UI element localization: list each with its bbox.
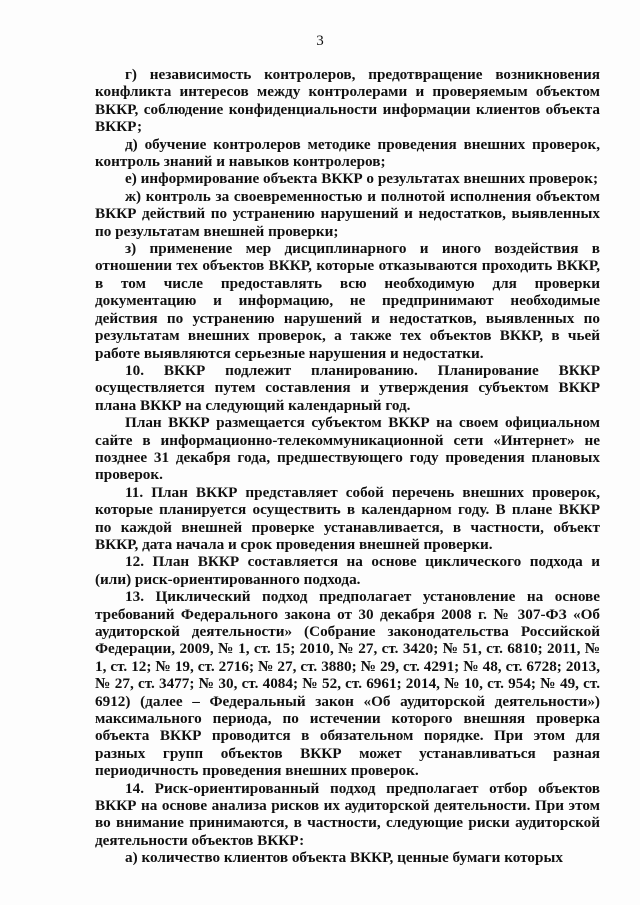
paragraph-13: 13. Циклический подход предполагает установление на основе требований Федерального закона от 30 декабря 2008 г. № 307-ФЗ «Об аудиторской деятельности» (Собрание законодательства Российской Федерации, 2009, № 1, ст. 15; 2010, № 27, ст. 3420; № 51, ст. 6810; 2011, № 1, ст. 12; № 19, ст. 2716; № 27, ст. 3880; № 29, ст. 4291; № 48, ст. 6728; 2013, № 27, ст. 3477; № 30, ст. 4084; № 52, ст. 6961; 2014, № 10, ст. 954; № 49, ст. 6912) (далее – Федеральный закон «Об аудиторской деятельности») максимального периода, по истечении которого внешняя проверка объекта ВККР проводится в обязательном порядке. При этом для разных групп объектов ВККР может устанавливаться разная периодичность проведения внешних проверок. bbox=[95, 588, 600, 780]
paragraph-12: 12. План ВККР составляется на основе циклического подхода и (или) риск-ориентированного подхода. bbox=[95, 553, 600, 588]
paragraph-11: 11. План ВККР представляет собой перечень внешних проверок, которые планируется осуществить в календарном году. В плане ВККР по каждой внешней проверке устанавливается, в частности, объект ВККР, дата начала и срок проведения внешней проверки. bbox=[95, 483, 600, 553]
paragraph-10: 10. ВККР подлежит планированию. Планирование ВККР осуществляется путем составления и утверждения субъектом ВККР плана ВККР на следующий календарный год. bbox=[95, 361, 600, 414]
paragraph-d: д) обучение контролеров методике проведения внешних проверок, контроль знаний и навыков контролеров; bbox=[95, 135, 600, 171]
paragraph-z: з) применение мер дисциплинарного и иного воздействия в отношении тех объектов ВККР, которые отказываются проходить ВККР, в том числе предоставлять всю необходимую для проверки документацию и информацию, не предпринимают необходимые действия по устранению нарушений и недостатков, выявленных по результатам внешних проверок, а также тех объектов ВККР, в чьей работе выявляются серьезные нарушения и недостатки. bbox=[95, 240, 600, 362]
document-body bbox=[95, 66, 600, 867]
paragraph-a: а) количество клиентов объекта ВККР, ценные бумаги которых bbox=[125, 849, 563, 867]
page-number: 3 bbox=[316, 33, 324, 49]
paragraph-zh: ж) контроль за своевременностью и полнотой исполнения объектом ВККР действий по устранению нарушений и недостатков, выявленных по результатам внешней проверки; bbox=[95, 187, 600, 240]
paragraph-14: 14. Риск-ориентированный подход предполагает отбор объектов ВККР на основе анализа рисков их аудиторской деятельности. При этом во внимание принимаются, в частности, следующие риски аудиторской деятельности объектов ВККР: bbox=[95, 779, 600, 849]
paragraph-g: г) независимость контролеров, предотвращение возникновения конфликта интересов между контролерами и проверяемым объектом ВККР, соблюдение конфиденциальности информации клиентов объекта ВККР; bbox=[95, 66, 600, 136]
paragraph-plan-posting: План ВККР размещается субъектом ВККР на своем официальном сайте в информационно-телекоммуникационной сети «Интернет» не позднее 31 декабря года, предшествующего году проведения плановых проверок. bbox=[95, 414, 600, 484]
paragraph-e: е) информирование объекта ВККР о результатах внешних проверок; bbox=[125, 170, 599, 188]
